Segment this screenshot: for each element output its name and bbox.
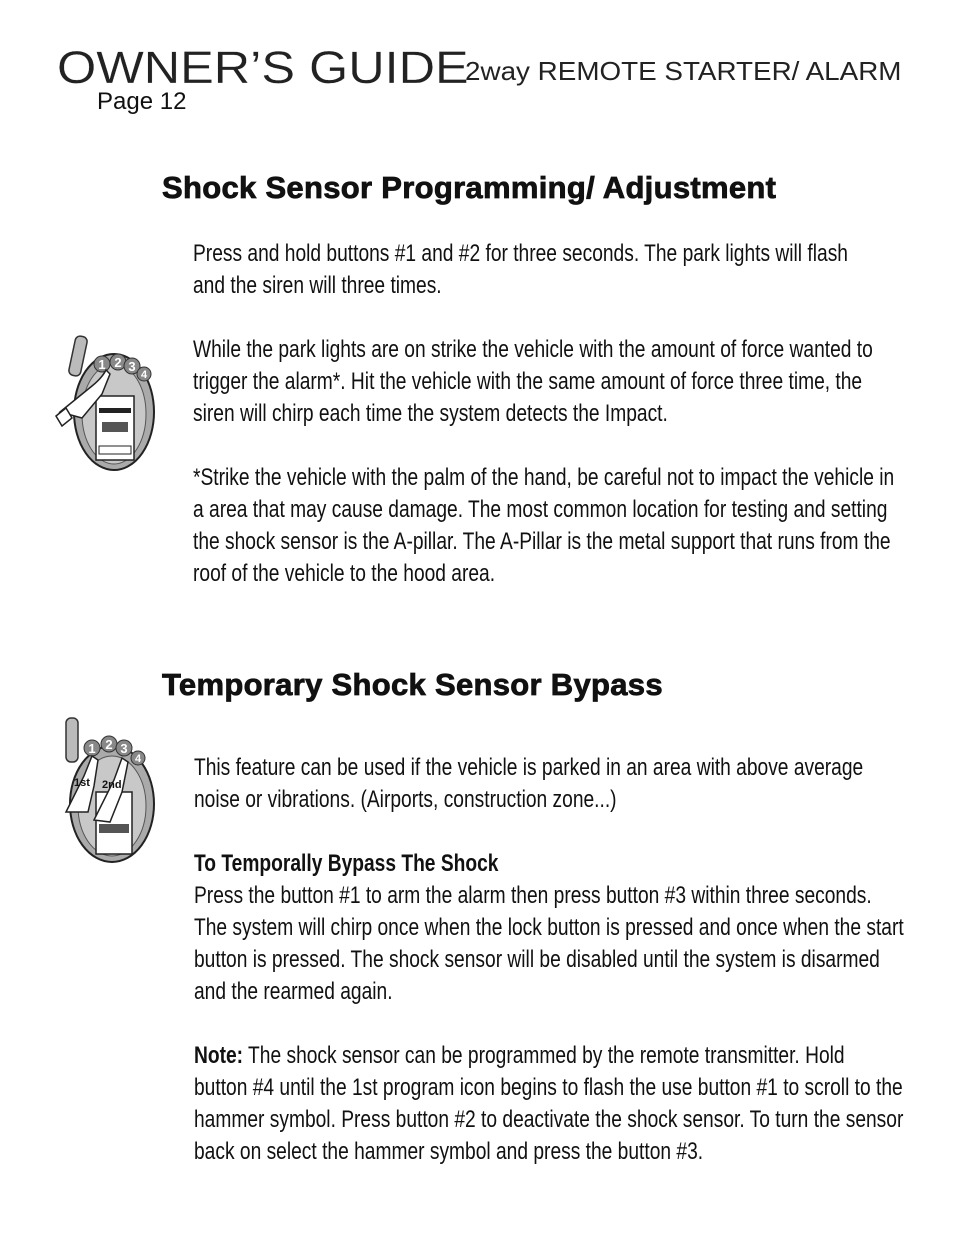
remote-press-buttons-1-3-illustration	[58, 716, 162, 866]
text-line: roof of the vehicle to the hood area.	[193, 560, 496, 587]
note-label: Note:	[194, 1042, 244, 1069]
text-line: noise or vibrations. (Airports, construction zone...)	[194, 786, 617, 813]
button-1-label: 1	[98, 357, 106, 372]
page-number: Page 12	[97, 88, 187, 115]
first-press-label: 1st	[74, 777, 90, 789]
second-press-label: 2nd	[102, 779, 122, 791]
button-1-label: 1	[88, 741, 96, 756]
button-2-label: 2	[105, 737, 113, 752]
text-line: The system will chirp once when the lock button is pressed and once when the start	[194, 914, 904, 941]
button-3-label: 3	[128, 359, 136, 374]
text-line: The shock sensor can be programmed by the remote transmitter. Hold	[243, 1042, 845, 1069]
text-line: and the rearmed again.	[194, 978, 393, 1005]
text-line: back on select the hammer symbol and press the button #3.	[194, 1138, 704, 1165]
text-line: *Strike the vehicle with the palm of the hand, be careful not to impact the vehicle in	[193, 464, 895, 491]
button-4-label: 4	[134, 753, 142, 765]
text-line: This feature can be used if the vehicle is parked in an area with above average	[194, 754, 864, 781]
text-line: a area that may cause damage. The most common location for testing and setting	[193, 496, 888, 523]
note-line	[194, 1040, 904, 1072]
button-2-label: 2	[114, 355, 122, 370]
button-4-label: 4	[140, 369, 148, 381]
section-heading-shock-programming: Shock Sensor Programming/ Adjustment	[162, 170, 777, 205]
text-line: siren will chirp each time the system detects the Impact.	[193, 400, 668, 427]
text-line: While the park lights are on strike the vehicle with the amount of force wanted to	[193, 336, 873, 363]
remote-press-buttons-1-2-illustration	[52, 334, 162, 474]
text-line: the shock sensor is the A-pillar. The A-Pillar is the metal support that runs from the	[193, 528, 891, 555]
button-3-label: 3	[120, 741, 128, 756]
text-line: and the siren will three times.	[193, 272, 442, 299]
section2-body	[194, 752, 954, 1168]
text-line: hammer symbol. Press button #2 to deactivate the shock sensor. To turn the sensor	[194, 1106, 904, 1133]
text-line: Press the button #1 to arm the alarm then press button #3 within three seconds.	[194, 882, 872, 909]
text-line: Press and hold buttons #1 and #2 for three seconds. The park lights will flash	[193, 240, 848, 267]
bypass-subheading: To Temporally Bypass The Shock	[194, 850, 499, 877]
text-line: button #4 until the 1st program icon begins to flash the use button #1 to scroll to the	[194, 1074, 903, 1101]
guide-title: OWNER’S GUIDE	[57, 42, 469, 93]
section-heading-temporary-bypass: Temporary Shock Sensor Bypass	[162, 667, 663, 702]
product-subtitle: 2way REMOTE STARTER/ ALARM	[465, 56, 902, 86]
text-line: trigger the alarm*. Hit the vehicle with the same amount of force three time, the	[193, 368, 863, 395]
section1-body	[193, 238, 954, 590]
text-line: button is pressed. The shock sensor will be disabled until the system is disarmed	[194, 946, 880, 973]
